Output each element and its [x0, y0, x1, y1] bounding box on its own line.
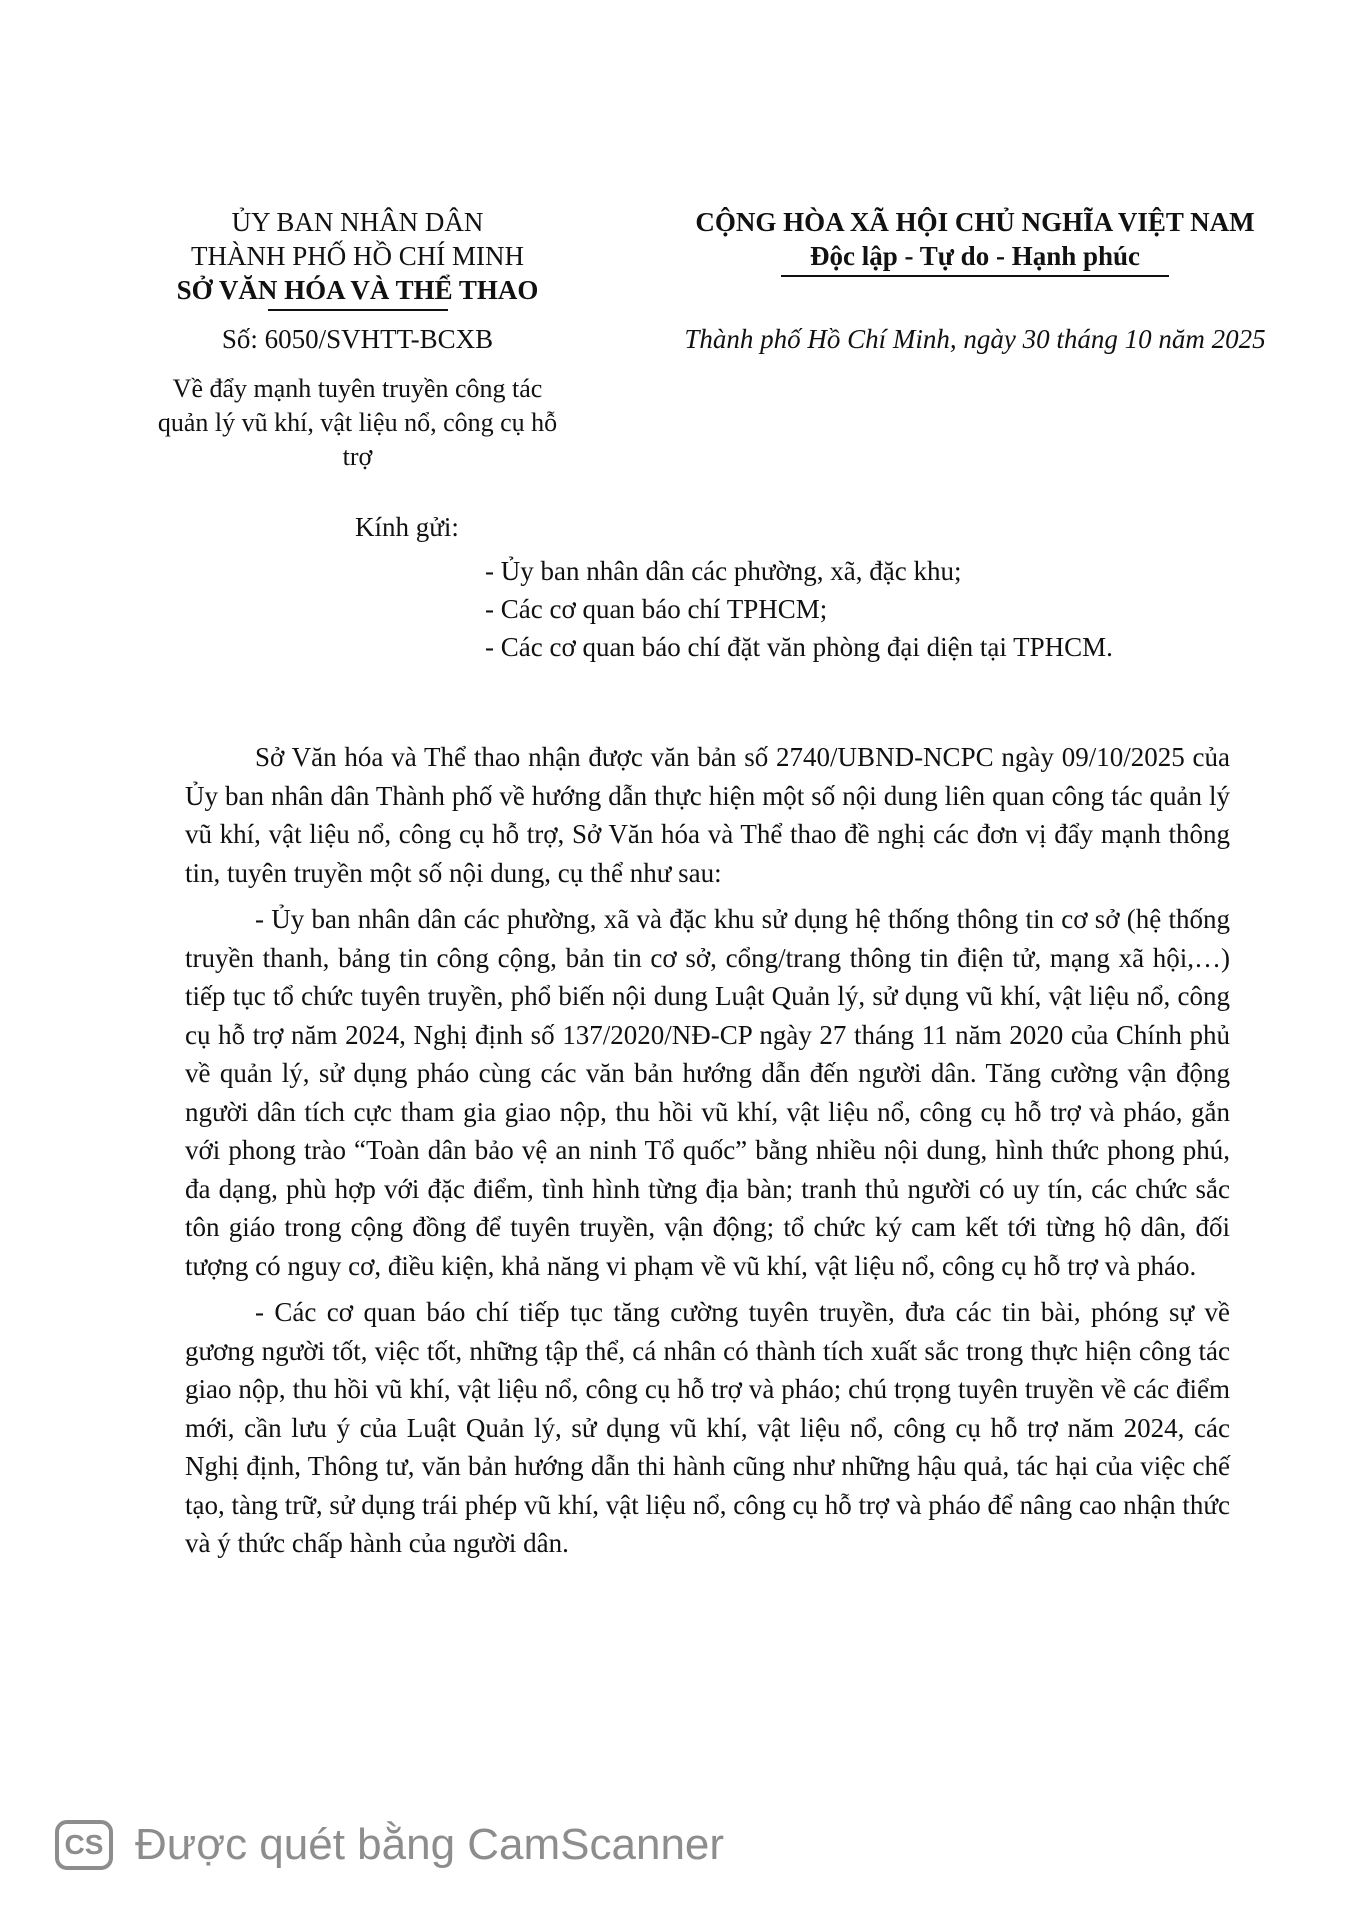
national-motto-block: [650, 205, 1300, 277]
subject-line-2: quản lý vũ khí, vật liệu nổ, công cụ hỗ trợ: [157, 408, 558, 471]
document-date: Thành phố Hồ Chí Minh, ngày 30 tháng 10 năm 2025: [684, 324, 1266, 354]
document-body: [185, 738, 1230, 1571]
authority-underline: [268, 309, 448, 311]
issuing-authority-block: [150, 205, 565, 311]
camscanner-watermark: [55, 1820, 724, 1870]
camscanner-logo-icon: CS: [55, 1820, 113, 1870]
document-subject: [150, 372, 565, 474]
body-paragraph: - Các cơ quan báo chí tiếp tục tăng cường tuyên truyền, đưa các tin bài, phóng sự về gương người tốt, việc tốt, những tập thể, cá nhân có thành tích xuất sắc trong thực hiện công tác giao nộp, thu hồi vũ khí, vật liệu nổ, công cụ hỗ trợ và pháo; chú trọng tuyên truyền về các điểm mới, cần lưu ý của Luật Quản lý, sử dụng vũ khí, vật liệu nổ, công cụ hỗ trợ năm 2024, các Nghị định, Thông tư, văn bản hướng dẫn thi hành cũng như những hậu quả, tác hại của việc chế tạo, tàng trữ, sử dụng trái phép vũ khí, vật liệu nổ, công cụ hỗ trợ và pháo để nâng cao nhận thức và ý thức chấp hành của người dân.: [185, 1297, 1230, 1558]
authority-line-2: THÀNH PHỐ HỒ CHÍ MINH: [191, 241, 524, 271]
motto-underline: [781, 275, 1169, 277]
authority-line-1: ỦY BAN NHÂN DÂN: [231, 207, 484, 237]
recipient-list: [485, 552, 1113, 666]
subject-line-1: Về đẩy mạnh tuyên truyền công tác: [172, 374, 543, 403]
recipient-item: - Ủy ban nhân dân các phường, xã, đặc khu;: [485, 556, 962, 586]
recipient-item: - Các cơ quan báo chí đặt văn phòng đại diện tại TPHCM.: [485, 632, 1113, 662]
national-title: CỘNG HÒA XÃ HỘI CHỦ NGHĨA VIỆT NAM: [695, 207, 1255, 237]
watermark-text: Được quét bằng CamScanner: [135, 1820, 725, 1869]
recipient-item: - Các cơ quan báo chí TPHCM;: [485, 594, 828, 624]
authority-line-3: SỞ VĂN HÓA VÀ THỂ THAO: [176, 275, 539, 305]
body-paragraph: Sở Văn hóa và Thể thao nhận được văn bản số 2740/UBND-NCPC ngày 09/10/2025 của Ủy ban nhân dân Thành phố về hướng dẫn thực hiện một số nội dung liên quan công tác quản lý vũ khí, vật liệu nổ, công cụ hỗ trợ, Sở Văn hóa và Thể thao đề nghị các đơn vị đẩy mạnh thông tin, tuyên truyền một số nội dung, cụ thể như sau:: [185, 742, 1230, 888]
addressee-label: Kính gửi:: [355, 512, 459, 542]
document-number: Số: 6050/SVHTT-BCXB: [221, 324, 494, 354]
body-paragraph: - Ủy ban nhân dân các phường, xã và đặc khu sử dụng hệ thống thông tin cơ sở (hệ thống truyền thanh, bảng tin công cộng, bản tin cơ sở, cổng/trang thông tin điện tử, mạng xã hội,…) tiếp tục tổ chức tuyên truyền, phổ biến nội dung Luật Quản lý, sử dụng vũ khí, vật liệu nổ, công cụ hỗ trợ năm 2024, Nghị định số 137/2020/NĐ-CP ngày 27 tháng 11 năm 2020 của Chính phủ về quản lý, sử dụng pháo cùng các văn bản hướng dẫn đến người dân. Tăng cường vận động người dân tích cực tham gia giao nộp, thu hồi vũ khí, vật liệu nổ, công cụ hỗ trợ và pháo, gắn với phong trào “Toàn dân bảo vệ an ninh Tổ quốc” bằng nhiều nội dung, hình thức phong phú, đa dạng, phù hợp với đặc điểm, tình hình từng địa bàn; tranh thủ người có uy tín, các chức sắc tôn giáo trong cộng đồng để tuyên truyền, vận động; tổ chức ký cam kết tới từng hộ dân, đối tượng có nguy cơ, điều kiện, khả năng vi phạm về vũ khí, vật liệu nổ, công cụ hỗ trợ và pháo.: [185, 904, 1230, 1281]
national-motto: Độc lập - Tự do - Hạnh phúc: [809, 241, 1141, 271]
